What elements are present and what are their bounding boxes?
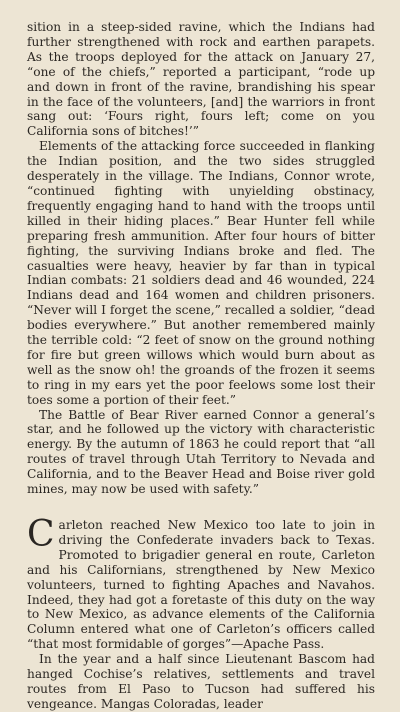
drop-cap: C [27,514,55,555]
paragraph-ravine: sition in a steep-sided ravine, which the Indians had further strengthened with rock and earthen parapets. As the troops deployed for the attack on January 27, “one of the chiefs,” reported a participant, “rode up and down in front of the ravine, brandishing his spear in the face of the volunteers, [and] the warriors in front sang out: ‘Fours right, fours left; come on you California sons of bitches!’” [27,20,375,139]
paragraph-carleton [27,514,375,652]
paragraph-bascom: In the year and a half since Lieutenant Bascom had hanged Cochise’s relatives, settlements and travel routes from El Paso to Tucson had suffered his vengeance. Mangas Coloradas, leader [27,652,375,711]
paragraph-bear-river: The Battle of Bear River earned Connor a general’s star, and he followed up the victory with characteristic energy. By the autumn of 1863 he could report that “all routes of travel through Utah Territory to Nevada and California, and to the Beaver Head and Boise river gold mines, may now be used with safety.” [27,407,375,497]
section-break [27,497,375,518]
paragraph-carleton-text: arleton reached New Mexico too late to join in driving the Confederate invaders back to Texas. Promoted to brigadier general en route, Carleton and his Californians, strengthened by New Mexico volunteers, turned to fighting Apaches and Navahos. Indeed, they had got a foretaste of this duty on the way to New Mexico, as advance elements of the California Column entered what one of Carleton’s officers called “that most formidable of gorges”—Apache Pass. [27,518,375,652]
paragraph-flanking: Elements of the attacking force succeeded in flanking the Indian position, and the two sides struggled desperately in the village. The Indians, Connor wrote, “continued fighting with unyielding obstinacy, frequently engaging hand to hand with the troops until killed in their hiding places.” Bear Hunter fell while preparing fresh ammunition. After four hours of bitter fighting, the surviving Indians broke and fled. The casualties were heavy, heavier by far than in typical Indian combats: 21 soldiers dead and 46 wounded, 224 Indians dead and 164 women and children prisoners. “Never will I forget the scene,” recalled a soldier, “dead bodies everywhere.” But another remembered mainly the terrible cold: “2 feet of snow on the ground nothing for fire but green willows which would burn about as well as the snow oh! the groands of the frozen it seems to ring in my ears yet the poor feelows some lost their toes some a portion of their feet.” [27,139,375,407]
